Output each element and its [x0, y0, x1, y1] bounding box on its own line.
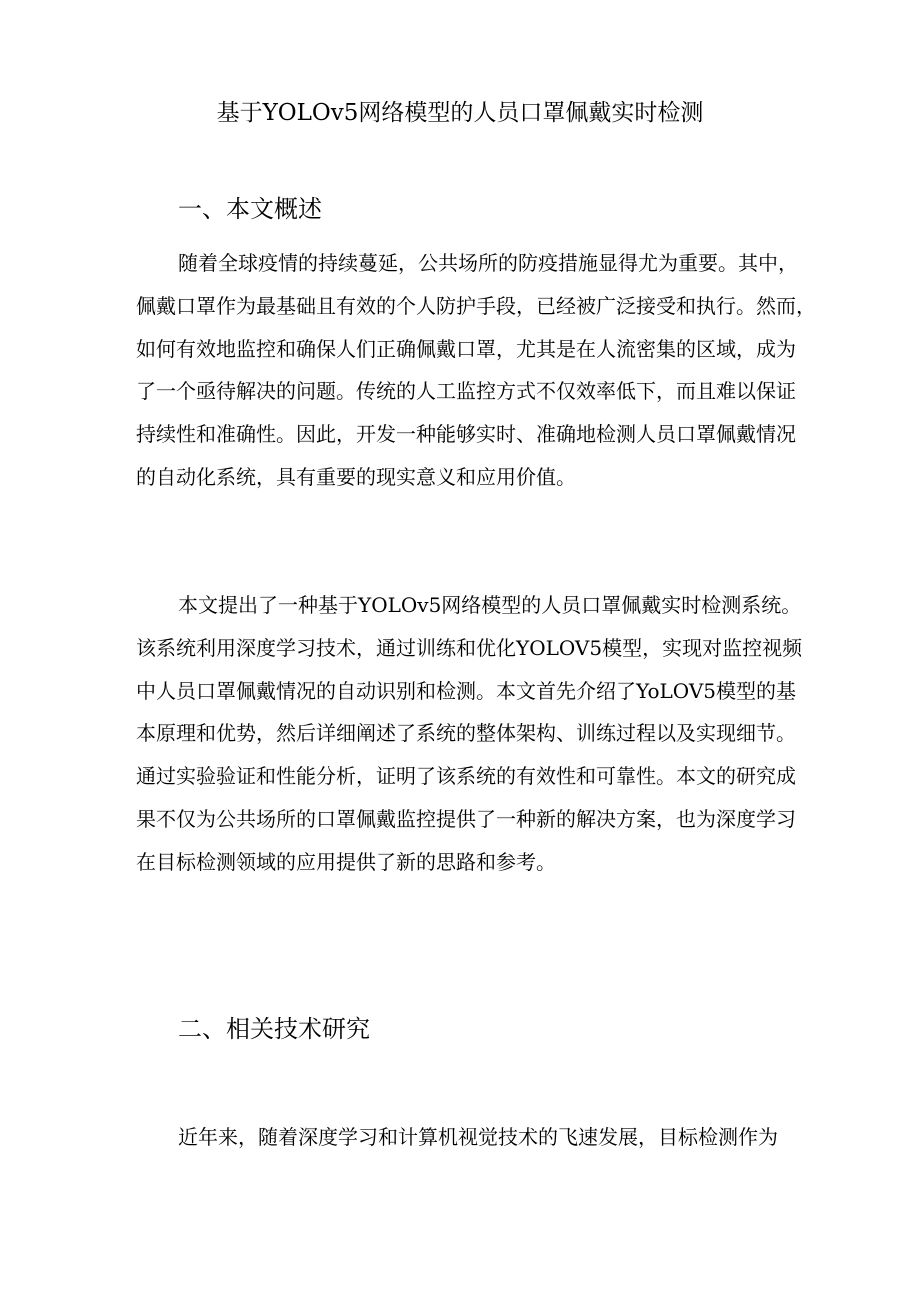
section-heading-related-tech: 二、相关技术研究	[178, 1015, 370, 1043]
paragraph-line: 该系统利用深度学习技术，通过训练和优化YOLOV5模型，实现对监控视频	[136, 635, 803, 660]
paragraph-line: 随着全球疫情的持续蔓延，公共场所的防疫措施显得尤为重要。其中，	[178, 251, 798, 275]
paragraph-line: 通过实验验证和性能分析，证明了该系统的有效性和可靠性。本文的研究成	[136, 764, 796, 789]
paragraph-line: 中人员口罩佩戴情况的自动识别和检测。本文首先介绍了YoLOV5模型的基	[136, 678, 796, 703]
paragraph-line: 在目标检测领域的应用提供了新的思路和参考。	[136, 849, 556, 874]
section-heading-overview: 一、本文概述	[178, 195, 322, 223]
paragraph-line: 了一个亟待解决的问题。传统的人工监控方式不仅效率低下，而且难以保证	[136, 379, 796, 404]
paragraph-line: 的自动化系统，具有重要的现实意义和应用价值。	[136, 464, 576, 489]
paragraph-line: 持续性和准确性。因此，开发一种能够实时、准确地检测人员口罩佩戴情况	[136, 422, 796, 447]
paragraph-line: 果不仅为公共场所的口罩佩戴监控提供了一种新的解决方案，也为深度学习	[136, 806, 796, 831]
paragraph-line: 本原理和优势，然后详细阐述了系统的整体架构、训练过程以及实现细节。	[136, 721, 796, 746]
paragraph-line: 本文提出了一种基于YOLOv5网络模型的人员口罩佩戴实时检测系统。	[178, 593, 802, 617]
paragraph-line: 如何有效地监控和确保人们正确佩戴口罩，尤其是在人流密集的区域，成为	[136, 336, 796, 361]
paragraph-overview-1	[136, 242, 816, 499]
paragraph-line: 近年来，随着深度学习和计算机视觉技术的飞速发展，目标检测作为	[178, 1125, 778, 1149]
paragraph-related-tech-1	[136, 1116, 796, 1159]
paragraph-overview-2	[136, 584, 803, 884]
document-title: 基于YOLOv5网络模型的人员口罩佩戴实时检测	[216, 100, 704, 126]
paragraph-line: 佩戴口罩作为最基础且有效的个人防护手段，已经被广泛接受和执行。然而，	[136, 293, 816, 318]
